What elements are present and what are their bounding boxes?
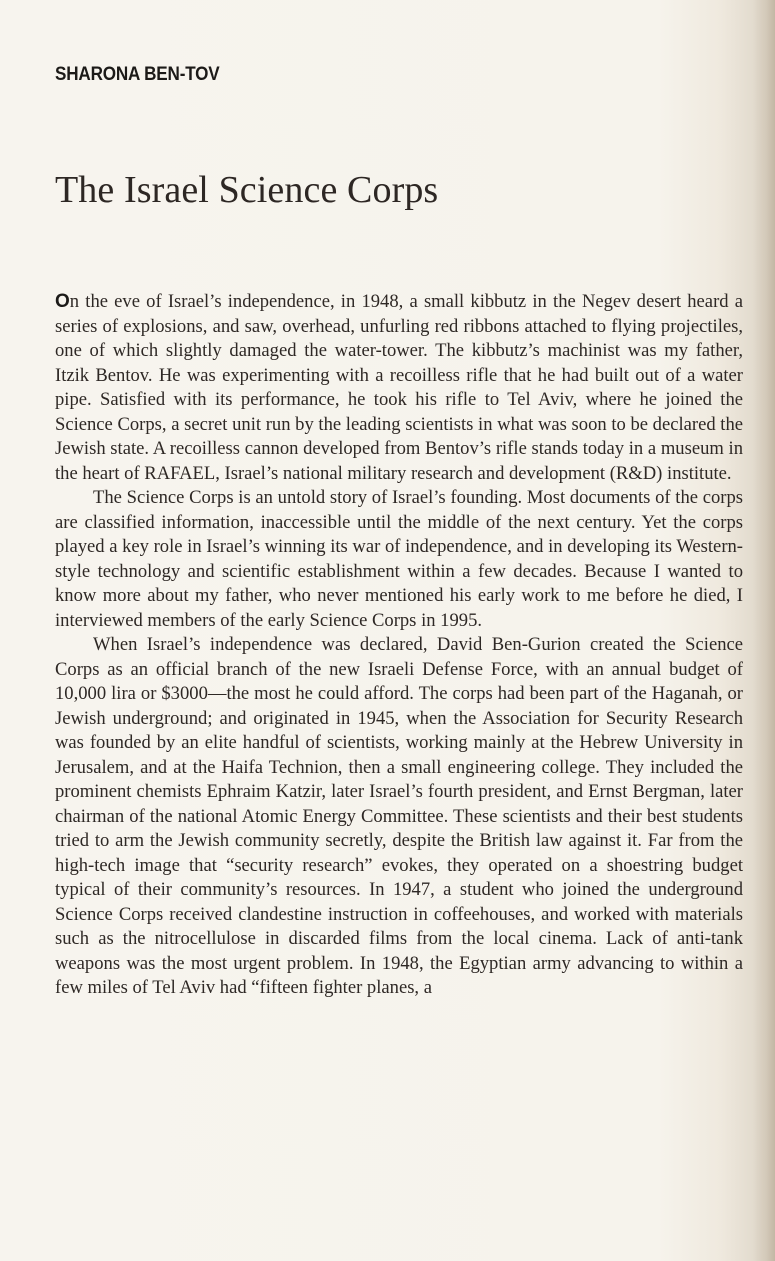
article-body bbox=[55, 290, 743, 1001]
author-running-head: SHARONA BEN-TOV bbox=[55, 64, 220, 85]
page-gutter-shadow bbox=[753, 0, 775, 1261]
lead-initial: O bbox=[55, 291, 70, 312]
paragraph-1-text: n the eve of Israel’s independence, in 1948, a small kibbutz in the Negev desert heard a series of explosions, and saw, overhead, unfurling red ribbons attached to flying projectiles, one of which slightly damaged the water-tower. The kibbutz’s machinist was my father, Itzik Bentov. He was experimenting with a recoilless rifle that he had built out of a water pipe. Satisfied with its performance, he took his rifle to Tel Aviv, where he joined the Science Corps, a secret unit run by the leading scientists in what was soon to be declared the Jewish state. A recoilless cannon developed from Bentov’s rifle stands today in a museum in the heart of RAFAEL, Israel’s national military research and development (R&D) institute. bbox=[55, 291, 743, 484]
chapter-title: The Israel Science Corps bbox=[55, 169, 439, 211]
paragraph-2: The Science Corps is an untold story of Israel’s founding. Most documents of the corps are classified information, inaccessible until the middle of the next century. Yet the corps played a key role in Israel’s winning its war of independence, and in developing its Western-style technology and scientific establishment within a few decades. Because I wanted to know more about my father, who never mentioned his early work to me before he died, I interviewed members of the early Science Corps in 1995. bbox=[55, 487, 743, 631]
paragraph-3: When Israel’s independence was declared, David Ben-Gurion created the Science Corps as an official branch of the new Israeli Defense Force, with an annual budget of 10,000 lira or $3000—the most he could afford. The corps had been part of the Haganah, or Jewish underground; and originated in 1945, when the Association for Security Research was founded by an elite handful of scientists, working mainly at the Hebrew University in Jerusalem, and at the Haifa Technion, then a small engineering college. They included the prominent chemists Ephraim Katzir, later Israel’s fourth president, and Ernst Bergman, later chairman of the national Atomic Energy Committee. These scientists and their best students tried to arm the Jewish community secretly, despite the British law against it. Far from the high-tech image that “security research” evokes, they operated on a shoestring budget typical of their community’s resources. In 1947, a student who joined the underground Science Corps received clandestine instruction in coffeehouses, and worked with materials such as the nitrocellulose in discarded films from the local cinema. Lack of anti-tank weapons was the most urgent problem. In 1948, the Egyptian army advancing to within a few miles of Tel Aviv had “fifteen fighter planes, a bbox=[55, 634, 743, 998]
paragraph-1 bbox=[55, 290, 743, 486]
